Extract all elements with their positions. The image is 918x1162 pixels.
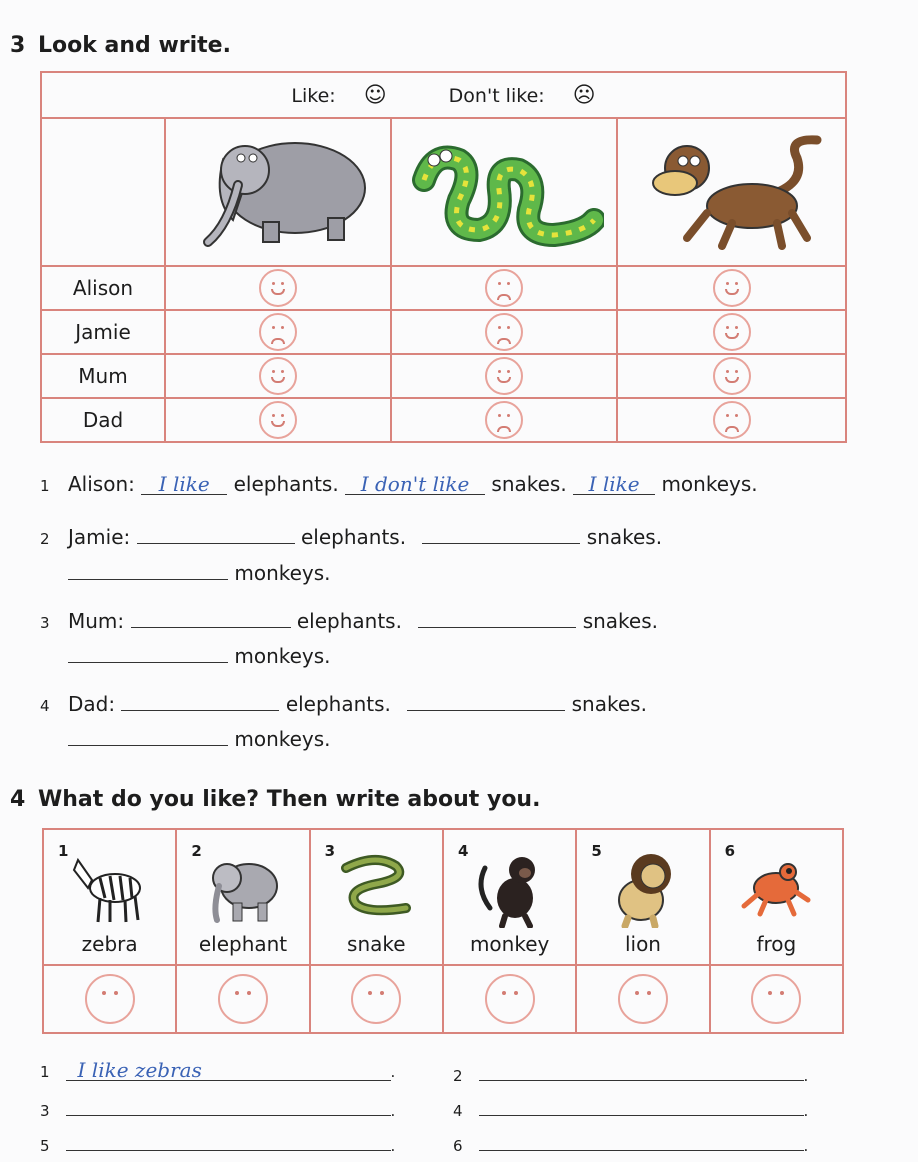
writing-line-3 bbox=[40, 1093, 395, 1120]
face-cell[interactable] bbox=[310, 965, 443, 1033]
legend-dislike: Don't like: ☹ bbox=[448, 82, 596, 108]
happy-face-icon bbox=[713, 269, 751, 307]
answer-blank[interactable] bbox=[131, 605, 291, 628]
face-cell bbox=[165, 310, 391, 354]
animal-name: zebra bbox=[81, 932, 138, 956]
zebra-icon bbox=[70, 848, 150, 928]
sentence-2-cont bbox=[68, 557, 331, 585]
answer-line[interactable]: I like zebras bbox=[66, 1058, 391, 1081]
happy-face-icon bbox=[259, 401, 297, 439]
blank-face-icon[interactable] bbox=[85, 974, 135, 1024]
sentence-word: snakes. bbox=[491, 472, 567, 496]
animal-cell-monkey bbox=[443, 829, 576, 965]
exercise-3-title bbox=[10, 33, 231, 58]
answer-blank[interactable] bbox=[137, 521, 295, 544]
face-cell[interactable] bbox=[576, 965, 709, 1033]
answer-blank[interactable] bbox=[121, 688, 279, 711]
exercise-title-text: Look and write. bbox=[38, 33, 231, 58]
monkey-icon bbox=[470, 848, 550, 928]
table-row bbox=[41, 266, 846, 310]
sentence-word: monkeys. bbox=[234, 727, 331, 751]
face-cell bbox=[617, 310, 846, 354]
writing-line-6 bbox=[453, 1128, 808, 1155]
animal-cell-elephant bbox=[176, 829, 309, 965]
happy-face-icon bbox=[713, 313, 751, 351]
line-number: 1 bbox=[40, 1063, 50, 1081]
blank-face-icon[interactable] bbox=[485, 974, 535, 1024]
face-cell bbox=[165, 266, 391, 310]
monkey-picture bbox=[617, 118, 846, 266]
answer-line[interactable] bbox=[479, 1128, 804, 1151]
monkey-icon bbox=[637, 128, 827, 253]
sentence-word: snakes. bbox=[582, 609, 658, 633]
sentence-name: Mum: bbox=[68, 609, 125, 633]
happy-face-icon bbox=[485, 357, 523, 395]
exercise-number: 3 bbox=[10, 33, 26, 58]
exercise-title-text: What do you like? Then write about you. bbox=[38, 787, 541, 812]
animal-number: 5 bbox=[591, 842, 602, 860]
answer-blank[interactable] bbox=[68, 640, 228, 663]
face-cell bbox=[391, 354, 617, 398]
sentence-3 bbox=[40, 605, 658, 633]
blank-face-icon[interactable] bbox=[751, 974, 801, 1024]
answer-blank[interactable]: I like bbox=[141, 472, 227, 495]
sad-face-icon bbox=[713, 401, 751, 439]
row-name: Alison bbox=[41, 266, 165, 310]
animal-cell-frog bbox=[710, 829, 843, 965]
face-cell bbox=[617, 398, 846, 442]
face-cell bbox=[391, 398, 617, 442]
answer-blank[interactable] bbox=[68, 557, 228, 580]
sentence-name: Jamie: bbox=[68, 525, 131, 549]
writing-line-1 bbox=[40, 1058, 395, 1081]
sentence-name: Alison: bbox=[68, 472, 135, 496]
sentence-4 bbox=[40, 688, 647, 716]
exercise-number: 4 bbox=[10, 787, 26, 812]
face-cell bbox=[165, 398, 391, 442]
table-row bbox=[41, 354, 846, 398]
writing-line-5 bbox=[40, 1128, 395, 1155]
answer-line[interactable] bbox=[66, 1128, 391, 1151]
sentence-1 bbox=[40, 472, 758, 496]
face-cell[interactable] bbox=[176, 965, 309, 1033]
row-name: Mum bbox=[41, 354, 165, 398]
line-number: 4 bbox=[453, 1102, 463, 1120]
sentence-number: 4 bbox=[40, 697, 50, 715]
writing-line-4 bbox=[453, 1093, 808, 1120]
sentence-number: 3 bbox=[40, 614, 50, 632]
animal-cell-lion bbox=[576, 829, 709, 965]
writing-line-2 bbox=[453, 1058, 808, 1085]
happy-face-icon bbox=[713, 357, 751, 395]
line-number: 6 bbox=[453, 1137, 463, 1155]
answer-blank[interactable] bbox=[68, 723, 228, 746]
answer-blank[interactable]: I don't like bbox=[345, 472, 485, 495]
sentence-name: Dad: bbox=[68, 692, 116, 716]
sentence-word: monkeys. bbox=[234, 561, 331, 585]
face-cell bbox=[165, 354, 391, 398]
answer-blank[interactable]: I like bbox=[573, 472, 655, 495]
animal-number: 1 bbox=[58, 842, 69, 860]
answer-blank[interactable] bbox=[407, 688, 565, 711]
lion-icon bbox=[603, 848, 683, 928]
face-cell[interactable] bbox=[43, 965, 176, 1033]
blank-face-icon[interactable] bbox=[351, 974, 401, 1024]
animal-name: frog bbox=[756, 932, 797, 956]
animal-name: elephant bbox=[198, 932, 288, 956]
face-cell bbox=[617, 266, 846, 310]
line-end: . bbox=[803, 1067, 809, 1085]
line-end: . bbox=[390, 1063, 396, 1081]
line-end: . bbox=[803, 1102, 809, 1120]
legend-row bbox=[41, 72, 846, 118]
face-cell bbox=[391, 266, 617, 310]
answer-blank[interactable] bbox=[418, 605, 576, 628]
sentence-word: snakes. bbox=[586, 525, 663, 549]
blank-face-icon[interactable] bbox=[218, 974, 268, 1024]
happy-face-icon bbox=[259, 357, 297, 395]
sentence-word: monkeys. bbox=[234, 644, 331, 668]
empty-corner-cell bbox=[41, 118, 165, 266]
animal-cell-snake bbox=[310, 829, 443, 965]
animal-name: lion bbox=[624, 932, 661, 956]
line-end: . bbox=[803, 1137, 809, 1155]
blank-face-icon[interactable] bbox=[618, 974, 668, 1024]
animal-number: 4 bbox=[457, 842, 469, 860]
sentence-word: elephants. bbox=[233, 472, 339, 496]
row-name: Jamie bbox=[41, 310, 165, 354]
table-row bbox=[41, 398, 846, 442]
animal-number: 3 bbox=[324, 842, 336, 860]
sentence-4-cont bbox=[68, 723, 331, 751]
exercise-4-title bbox=[10, 787, 540, 812]
sad-face-icon bbox=[485, 269, 523, 307]
line-number: 2 bbox=[453, 1067, 463, 1085]
smiley-face-icon: ☺ bbox=[363, 82, 387, 108]
animal-number: 6 bbox=[724, 842, 736, 860]
sentence-number: 2 bbox=[40, 530, 50, 548]
answer-line[interactable] bbox=[66, 1093, 391, 1116]
snake-icon bbox=[336, 848, 416, 928]
frog-icon bbox=[736, 848, 816, 928]
line-number: 5 bbox=[40, 1137, 50, 1155]
frowning-face-icon: ☹ bbox=[572, 82, 596, 108]
elephant-picture bbox=[165, 118, 391, 266]
animals-table bbox=[42, 828, 844, 1034]
animal-cell-zebra bbox=[43, 829, 176, 965]
face-cell[interactable] bbox=[710, 965, 843, 1033]
sentence-word: snakes. bbox=[571, 692, 647, 716]
sad-face-icon bbox=[485, 313, 523, 351]
animal-name: snake bbox=[347, 932, 406, 956]
sad-face-icon bbox=[259, 313, 297, 351]
sentence-word: elephants. bbox=[300, 525, 407, 549]
answer-line[interactable] bbox=[479, 1058, 804, 1081]
answer-blank[interactable] bbox=[422, 521, 580, 544]
elephant-icon bbox=[183, 130, 373, 250]
sentence-2 bbox=[40, 521, 662, 549]
snake-icon bbox=[404, 130, 604, 250]
sad-face-icon bbox=[485, 401, 523, 439]
happy-face-icon bbox=[259, 269, 297, 307]
sentence-word: elephants. bbox=[296, 609, 402, 633]
line-end: . bbox=[390, 1137, 396, 1155]
snake-picture bbox=[391, 118, 617, 266]
animal-number: 2 bbox=[191, 842, 202, 860]
row-name: Dad bbox=[41, 398, 165, 442]
face-cell bbox=[391, 310, 617, 354]
likes-table bbox=[40, 71, 847, 443]
face-cell[interactable] bbox=[443, 965, 576, 1033]
line-end: . bbox=[390, 1102, 396, 1120]
sentence-number: 1 bbox=[40, 477, 50, 495]
elephant-icon bbox=[203, 848, 283, 928]
animal-name: monkey bbox=[469, 932, 550, 956]
legend-like: Like: ☺ bbox=[291, 82, 387, 108]
face-cell bbox=[617, 354, 846, 398]
answer-line[interactable] bbox=[479, 1093, 804, 1116]
sentence-3-cont bbox=[68, 640, 331, 668]
sentence-word: monkeys. bbox=[661, 472, 758, 496]
table-row bbox=[41, 310, 846, 354]
sentence-word: elephants. bbox=[285, 692, 391, 716]
line-number: 3 bbox=[40, 1102, 50, 1120]
